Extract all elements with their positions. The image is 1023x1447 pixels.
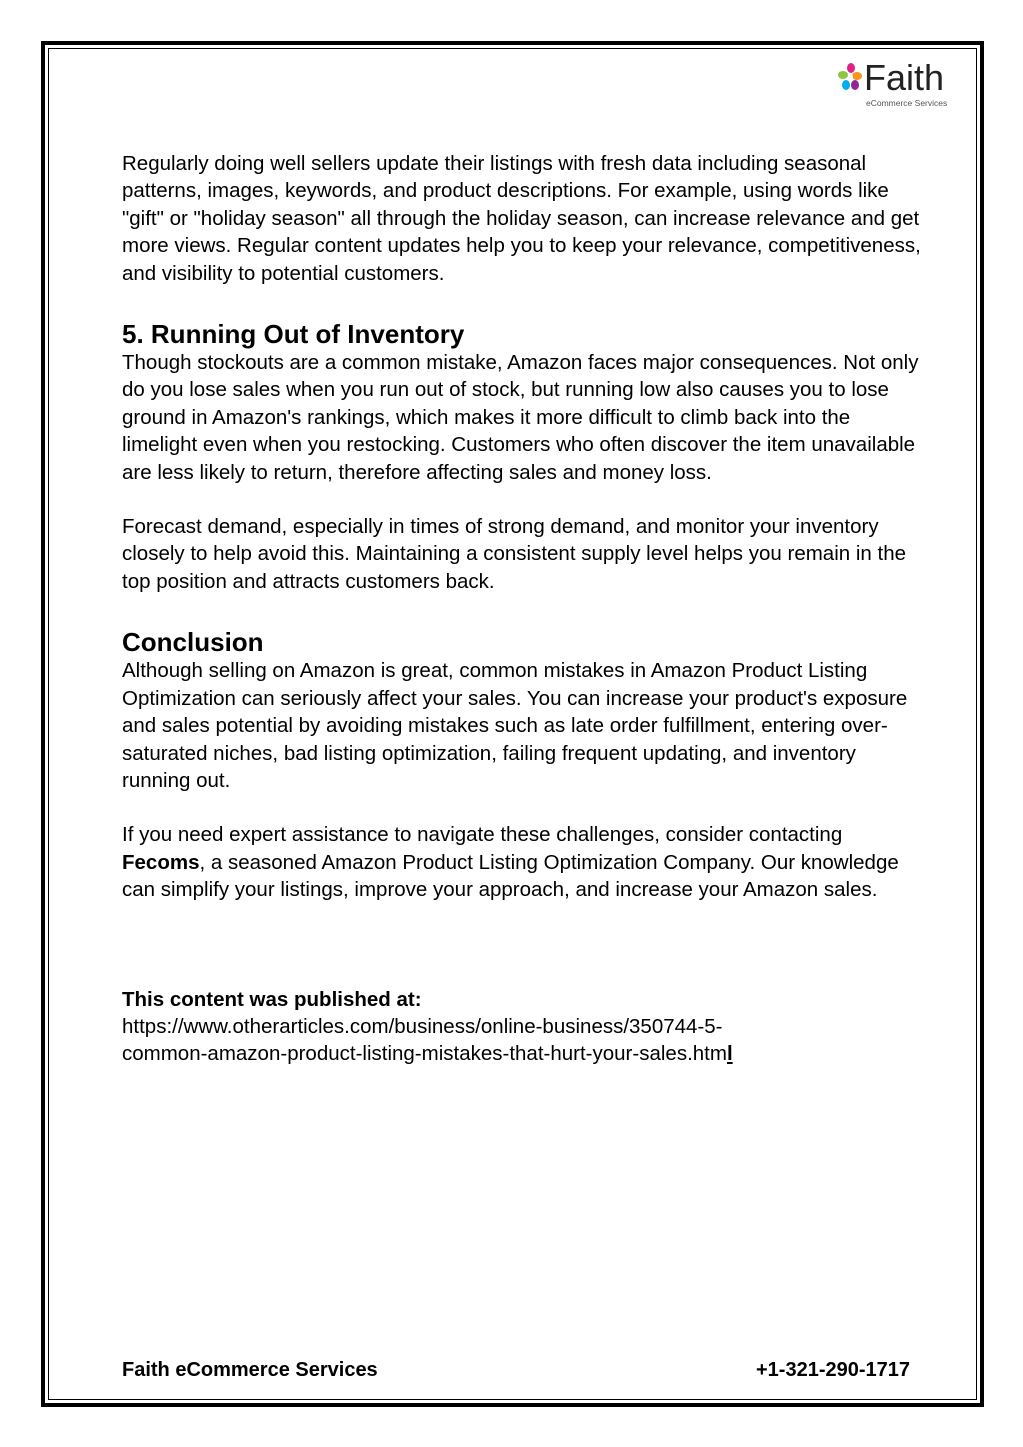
- logo-wordmark: Faith: [864, 57, 945, 98]
- footer-phone: +1-321-290-1717: [755, 1359, 910, 1381]
- intro-paragraph: Regularly doing well sellers update their listings with fresh data including seasonal patterns, images, keywords, and product descriptions. For example, using words like "gift" or "holiday season" all through the holiday season, can increase relevance and get more views. Regular content updates help you to keep your relevance, competitiveness, and visibility to potential customers.: [122, 152, 921, 285]
- section-5-paragraph-2: Forecast demand, especially in times of strong demand, and monitor your inventory closely to help avoid this. Maintaining a consistent supply level helps you remain in the top position and attracts customers back.: [122, 515, 906, 593]
- published-url-last-char[interactable]: l: [726, 1042, 733, 1066]
- footer: [122, 1359, 910, 1382]
- conclusion-heading: Conclusion: [122, 627, 264, 658]
- paragraph-gap: [122, 287, 922, 319]
- conclusion-text-before: If you need expert assistance to navigate these challenges, consider contacting: [122, 823, 843, 847]
- conclusion-paragraph-2: [122, 821, 922, 903]
- fecoms-bold: Fecoms: [122, 850, 200, 874]
- paragraph-gap: [122, 486, 922, 513]
- published-label: This content was published at:: [122, 987, 422, 1011]
- published-url-line-1[interactable]: https://www.otherarticles.com/business/online-business/350744-5-: [122, 1014, 723, 1038]
- published-url[interactable]: [122, 1013, 922, 1068]
- section-5-heading: 5. Running Out of Inventory: [122, 319, 465, 350]
- footer-company: Faith eCommerce Services: [122, 1359, 378, 1381]
- conclusion-paragraph-1: Although selling on Amazon is great, common mistakes in Amazon Product Listing Optimization can seriously affect your sales. You can increase your product's exposure and sales potential by avoiding mistakes such as late order fulfillment, entering over-saturated niches, bad listing optimization, failing frequent updating, and inventory running out.: [122, 659, 908, 792]
- published-url-line-2[interactable]: common-amazon-product-listing-mistakes-that-hurt-your-sales.htm: [122, 1042, 727, 1066]
- article-content: [122, 150, 922, 1068]
- paragraph-gap: [122, 595, 922, 627]
- conclusion-text-after: , a seasoned Amazon Product Listing Optimization Company. Our knowledge can simplify your listings, improve your approach, and increase your Amazon sales.: [122, 850, 899, 902]
- paragraph-gap: [122, 794, 922, 821]
- spacer: [122, 904, 922, 986]
- section-5-paragraph-1: Though stockouts are a common mistake, Amazon faces major consequences. Not only do you lose sales when you run out of stock, but running low also causes you to lose ground in Amazon's rankings, which makes it more difficult to climb back into the limelight even when you restocking. Customers who often discover the item unavailable are less likely to return, therefore affecting sales and money loss.: [122, 351, 919, 484]
- logo-subtitle: eCommerce Services: [866, 98, 948, 108]
- flower-logo-icon: [838, 62, 864, 102]
- faith-logo: [838, 57, 963, 112]
